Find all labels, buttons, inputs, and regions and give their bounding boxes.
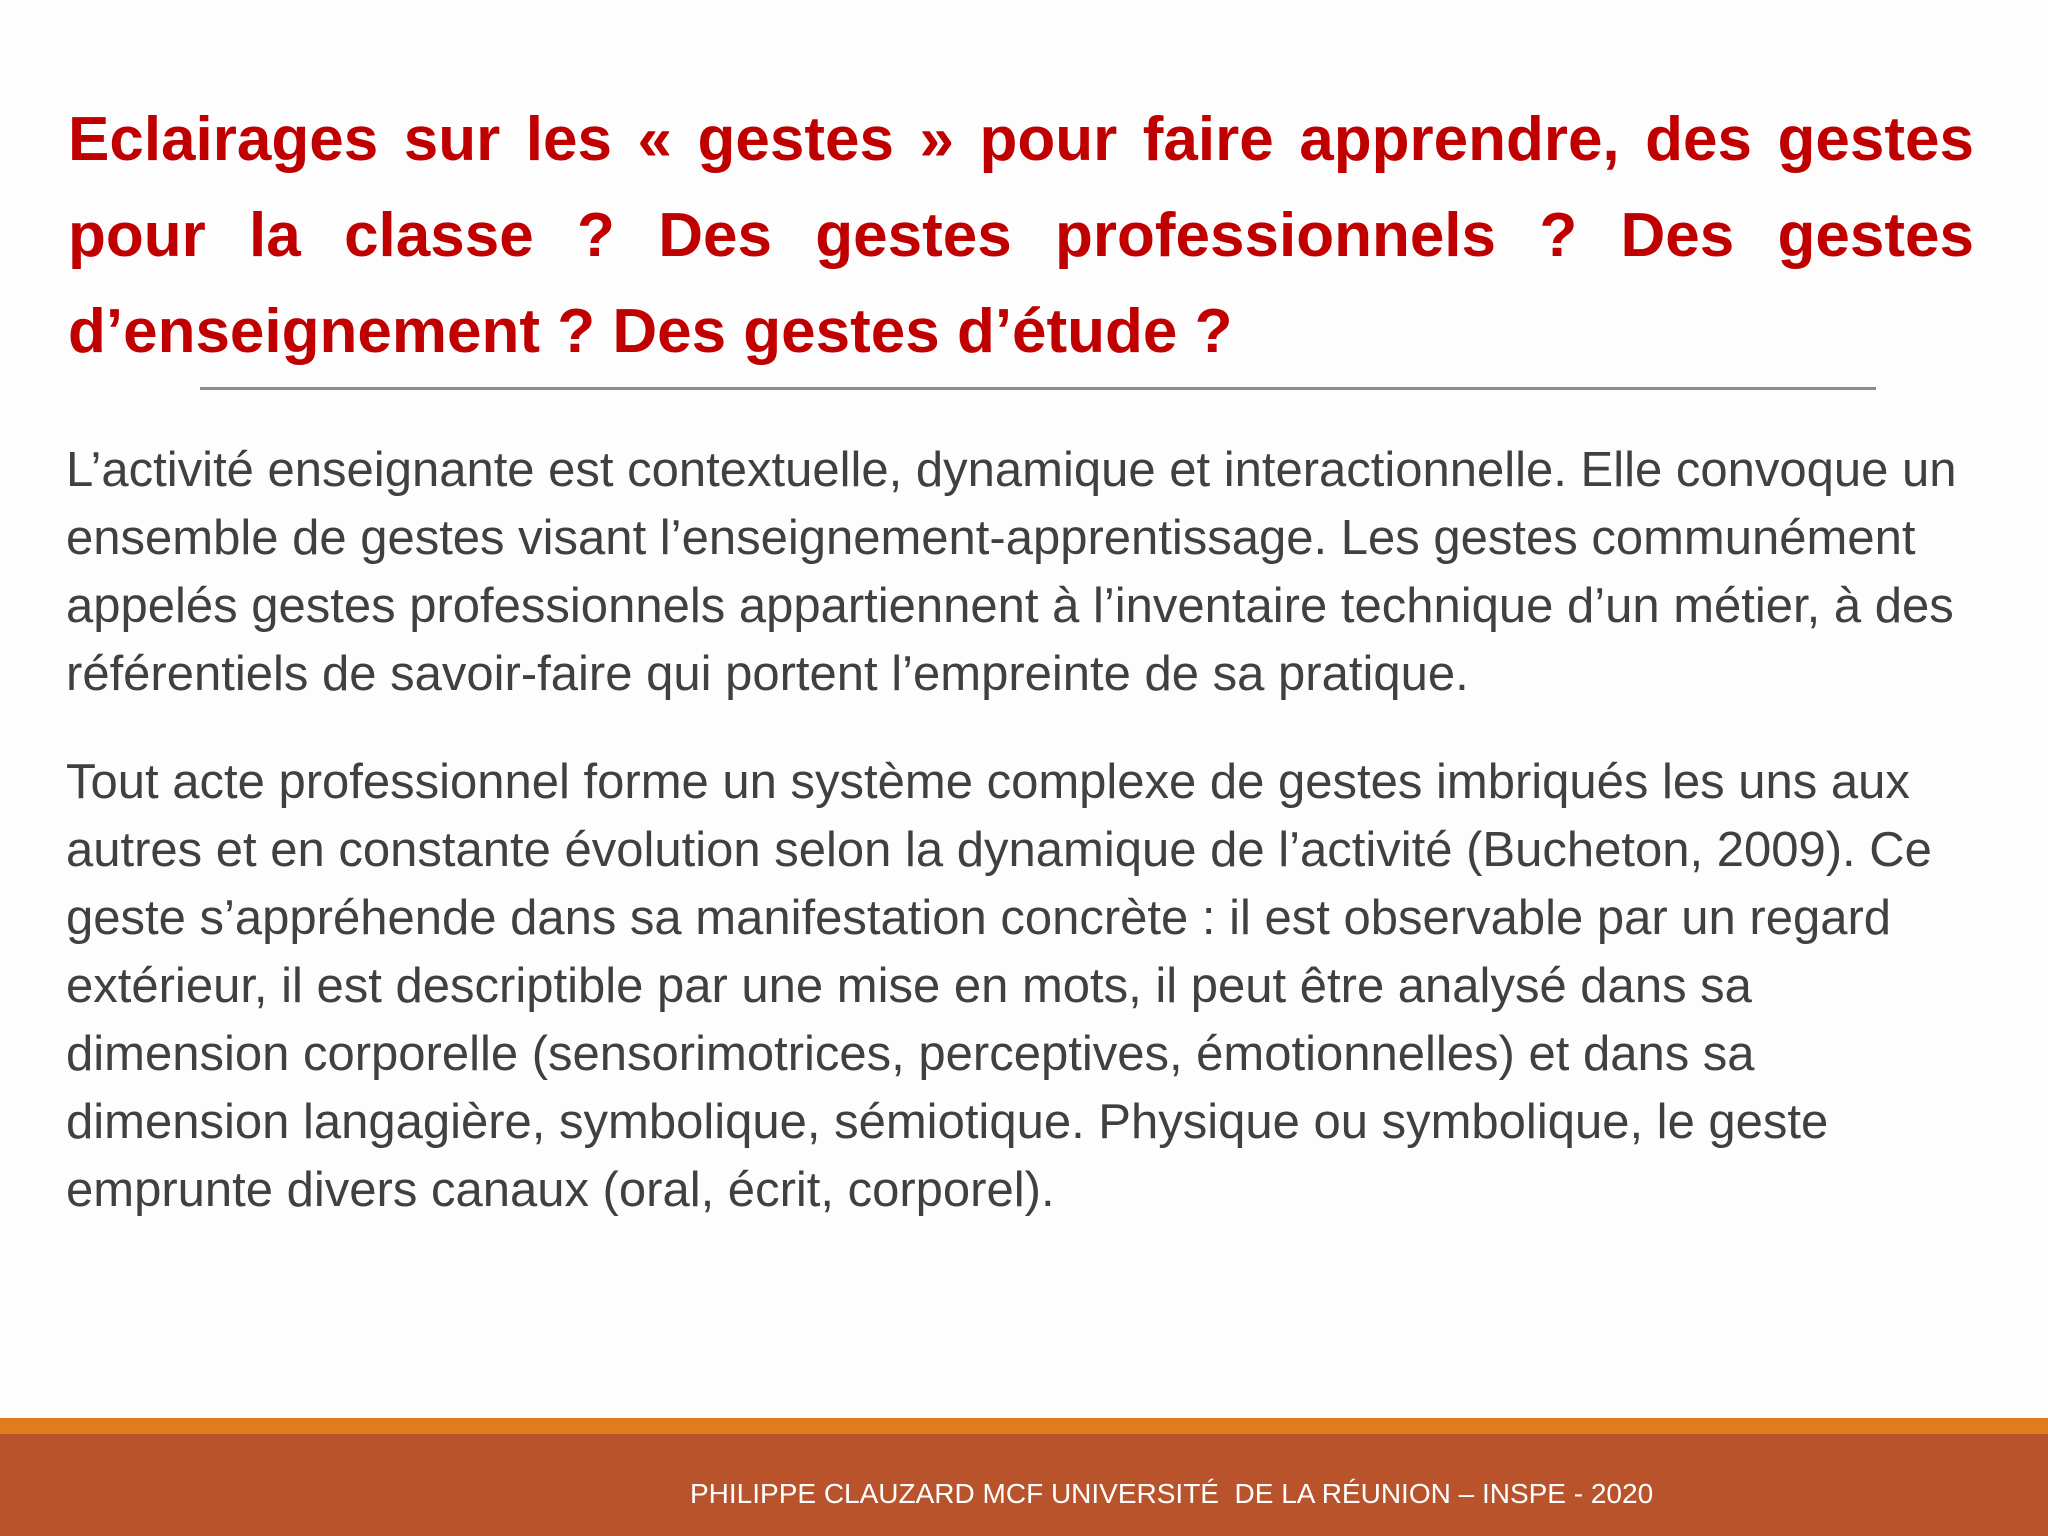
body-paragraph-2: Tout acte professionnel forme un système complexe de gestes imbriqués les uns aux autres et en constante évolution selon la dynamique de l’activité (Bucheton, 2009). Ce geste s’appréhende dans sa manifestation concrète : il est observable par un regard extérieur, il est descriptible par une mise en mots, il peut être analysé dans sa dimension corporelle (sensorimotrices, perceptives, émotionnelles) et dans sa dimension langagière, symbolique, sémiotique. Physique ou symbolique, le geste emprunte divers canaux (oral, écrit, corporel). <box>66 755 1932 1217</box>
title-divider <box>200 387 1876 390</box>
slide-body <box>66 436 1986 1264</box>
slide-title: Eclairages sur les « gestes » pour faire apprendre, des gestes pour la classe ? Des gestes professionnels ? Des gestes d’enseignement ? Des gestes d’étude ? <box>68 105 1974 366</box>
footer-accent-stripe <box>0 1418 2048 1434</box>
body-paragraph-1: L’activité enseignante est contextuelle, dynamique et interactionnelle. Elle convoque un ensemble de gestes visant l’enseignement-apprentissage. Les gestes communément appelés gestes professionnels appartiennent à l’inventaire technique d’un métier, à des référentiels de savoir-faire qui portent l’empreinte de sa pratique. <box>66 443 1957 701</box>
footer-credit: PHILIPPE CLAUZARD MCF UNIVERSITÉ DE LA RÉUNION – INSPE - 2020 <box>690 1478 1654 1509</box>
